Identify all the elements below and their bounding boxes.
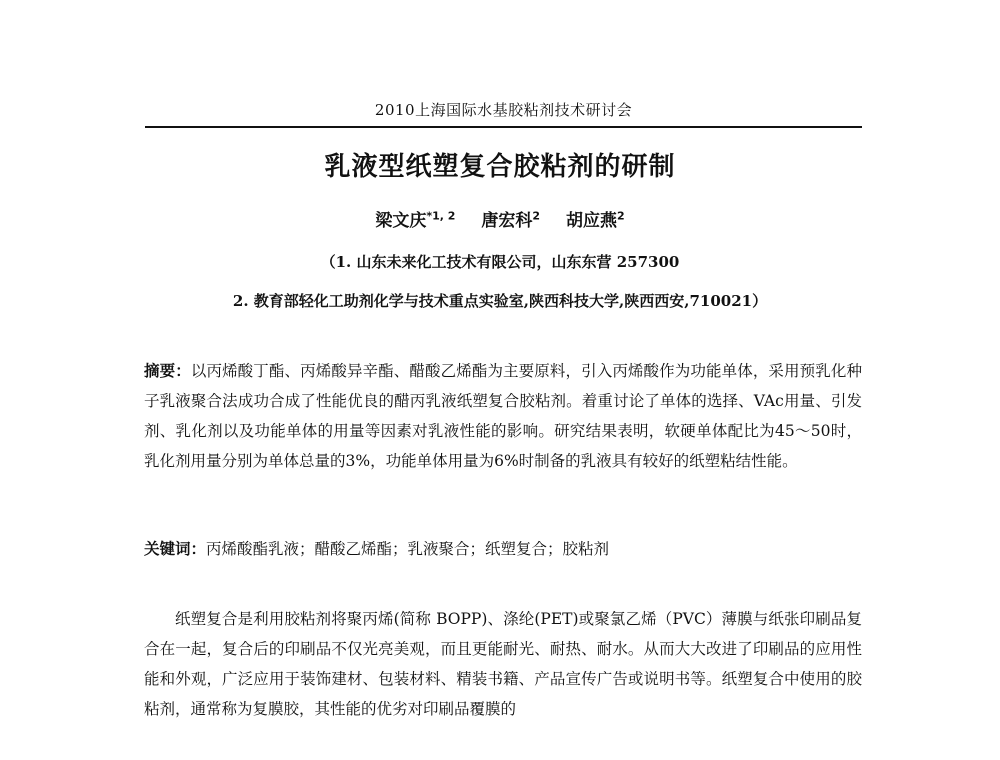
author-affiliation-mark: 2 — [616, 209, 625, 222]
author-name: 唐宏科 — [481, 210, 533, 231]
author — [375, 211, 455, 231]
author-list — [0, 203, 1000, 234]
author — [481, 211, 540, 231]
author-affiliation-mark: *1, 2 — [426, 209, 456, 222]
keywords-text: 丙烯酸酯乳液；醋酸乙烯酯；乳液聚合；纸塑复合；胶粘剂 — [206, 540, 610, 558]
header-rule — [145, 126, 862, 128]
keywords-label: 关键词： — [144, 540, 207, 558]
paper-title: 乳液型纸塑复合胶粘剂的研制 — [324, 152, 676, 182]
abstract — [144, 356, 862, 476]
author-name: 梁文庆 — [375, 210, 427, 231]
abstract-text: 以丙烯酸丁酯、丙烯酸异辛酯、醋酸乙烯酯为主要原料，引入丙烯酸作为功能单体，采用预乳化种子乳液聚合法成功合成了性能优良的醋丙乳液纸塑复合胶粘剂。着重讨论了单体的选择、VAc用量、引发剂、乳化剂以及功能单体的用量等因素对乳液性能的影响。研究结果表明，软硬单体配比为45～50时，乳化剂用量分别为单体总量的3%，功能单体用量为6%时制备的乳液具有较好的纸塑粘结性能。 — [144, 362, 862, 470]
conference-header: 2010上海国际水基胶粘剂技术研讨会 — [374, 101, 633, 119]
affiliation-2: 2. 教育部轻化工助剂化学与技术重点实验室,陕西科技大学,陕西西安,710021） — [232, 292, 768, 310]
keywords — [144, 534, 862, 564]
affiliation-1: （1. 山东未来化工技术有限公司，山东东营 257300 — [320, 253, 680, 271]
author-affiliation-mark: 2 — [532, 209, 541, 222]
abstract-label: 摘要： — [144, 362, 191, 380]
body-paragraph: 纸塑复合是利用胶粘剂将聚丙烯(简称 BOPP)、涤纶(PET)或聚氯乙烯（PVC）薄膜与纸张印刷品复合在一起，复合后的印刷品不仅光亮美观，而且更能耐光、耐热、耐水。从而大大改进了印刷品的应用性能和外观，广泛应用于装饰建材、包装材料、精装书籍、产品宣传广告或说明书等。纸塑复合中使用的胶粘剂，通常称为复膜胶，其性能的优劣对印刷品覆膜的 — [144, 610, 862, 718]
author — [566, 211, 625, 231]
author-name: 胡应燕 — [565, 210, 617, 231]
